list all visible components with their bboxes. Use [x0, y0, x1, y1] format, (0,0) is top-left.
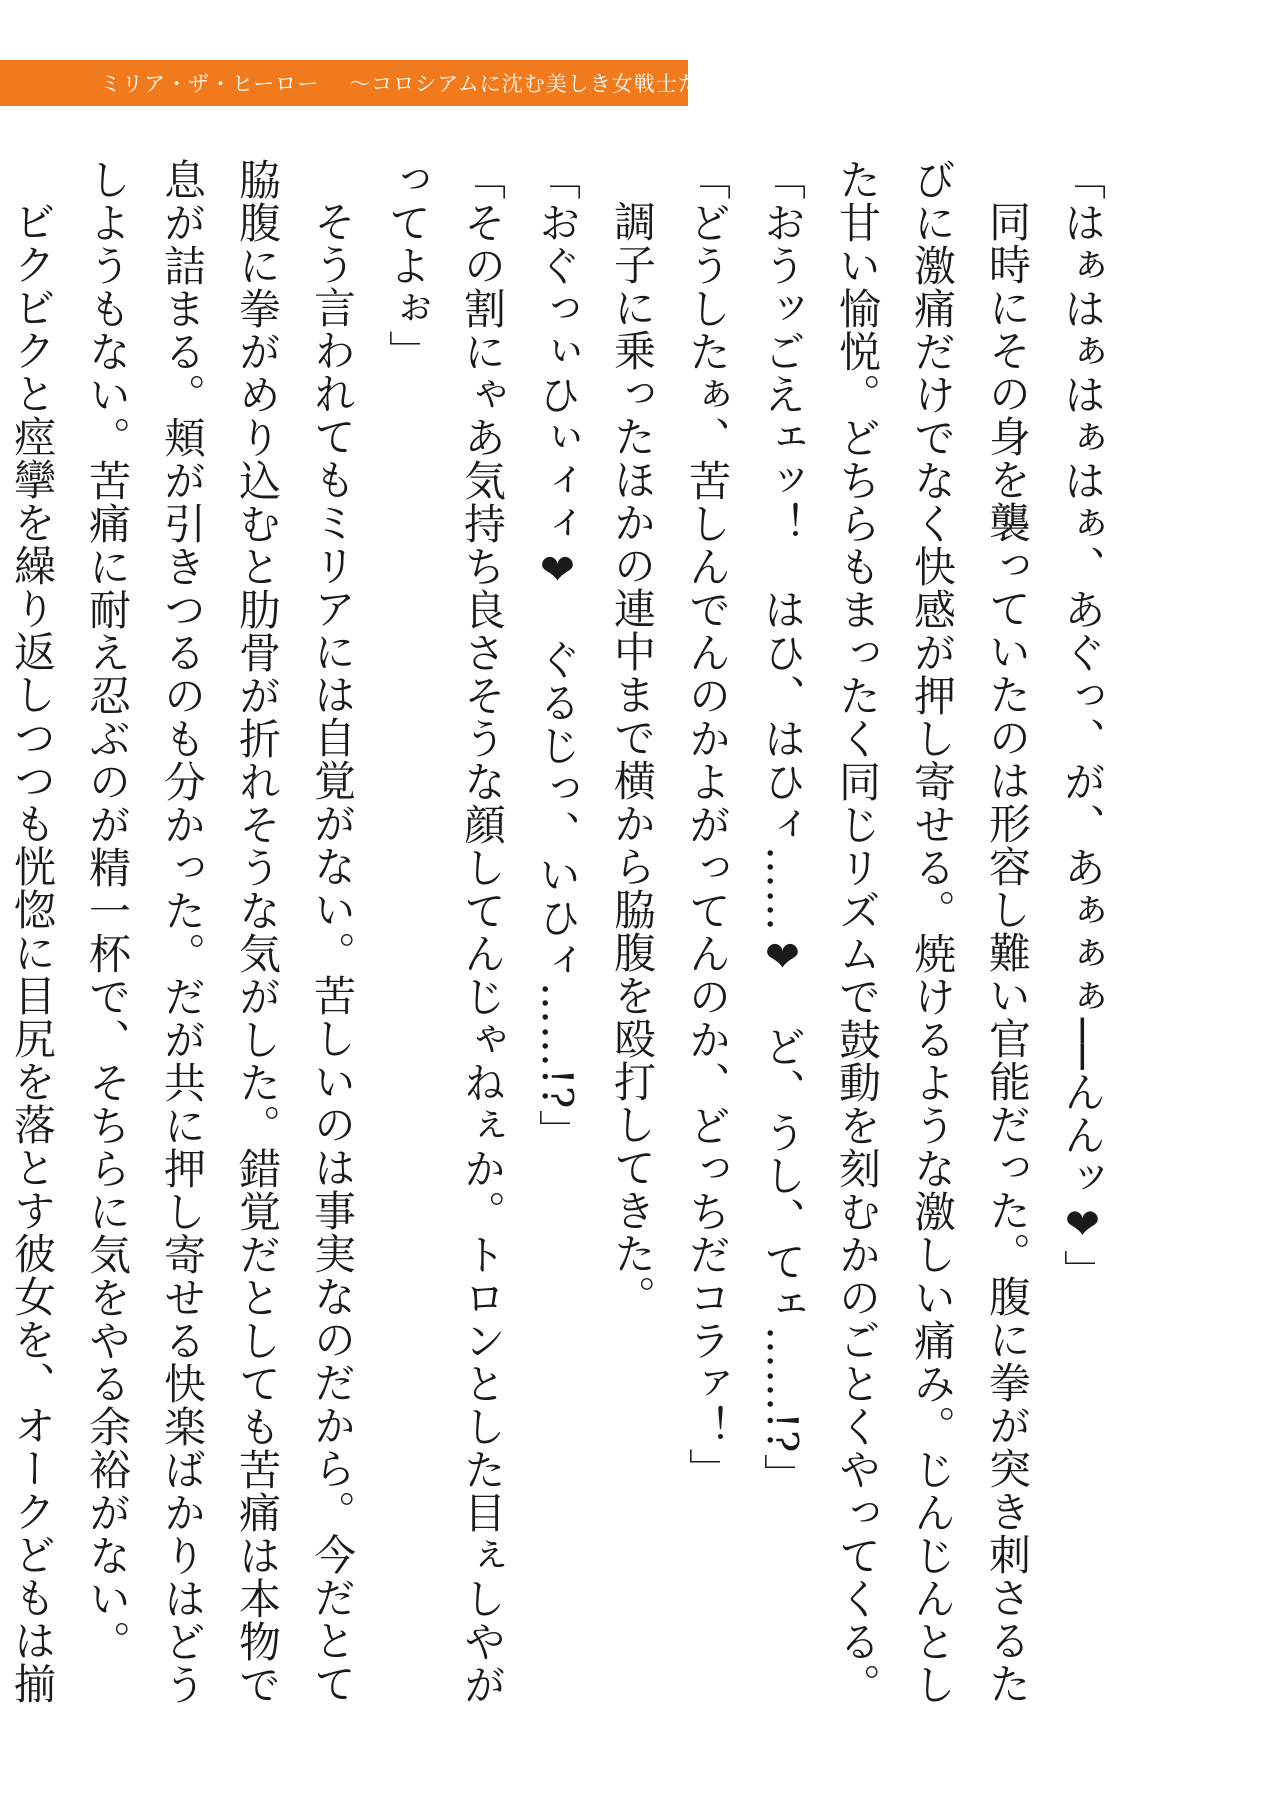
dialogue-line: 「その割にゃあ気持ち良さそうな顔してんじゃねぇか。トロンとした目ぇしやがってよぉ」	[383, 158, 507, 1706]
book-title: ミリア・ザ・ヒーロー	[100, 72, 320, 96]
dialogue-line: 「おうッごえェッ！ はひ、はひィ……❤ ど、うし、てェ……!?」	[758, 158, 807, 1497]
header-bar	[0, 60, 744, 106]
vertical-text-body	[0, 158, 1120, 1718]
book-subtitle: 〜コロシアムに沈む美しき女戦士たち〜	[349, 72, 744, 96]
dialogue-line: 「どうしたぁ、苦しんでんのかよがってんのか、どっちだコラァ！」	[683, 158, 732, 1491]
narration-paragraph: 同時にその身を襲っていたのは形容し難い官能だった。腹に拳が突き刺さるたびに激痛だけでなく快感が押し寄せる。焼けるような激しい痛み。じんじんとした甘い愉悦。どちらもまったく同じリズムで鼓動を刻むかのごとくやってくる。	[833, 158, 1032, 1706]
narration-paragraph: そう言われてもミリアには自覚がない。苦しいのは事実なのだから。今だとて脇腹に拳がめり込むと肋骨が折れそうな気がした。錯覚だとしても苦痛は本物で息が詰まる。頬が引きつるのも分かった。だが共に押し寄せる快楽ばかりはどうしようもない。苦痛に耐え忍ぶのが精一杯で、そちらに気をやる余裕がない。	[83, 158, 357, 1706]
dialogue-line: 「はぁはぁはぁはぁ、あぐっ、が、あぁぁぁ──んんッ❤」	[1058, 158, 1107, 1293]
dialogue-line: 「おぐっぃひぃィィ❤ ぐるじっ、いひィ……!?」	[533, 158, 582, 1153]
narration-paragraph: ビクビクと痙攣を繰り返しつつも恍惚に目尻を落とす彼女を、オークどもは揃	[8, 200, 57, 1705]
narration-paragraph: 調子に乗ったほかの連中まで横から脇腹を殴打してきた。	[608, 200, 657, 1318]
